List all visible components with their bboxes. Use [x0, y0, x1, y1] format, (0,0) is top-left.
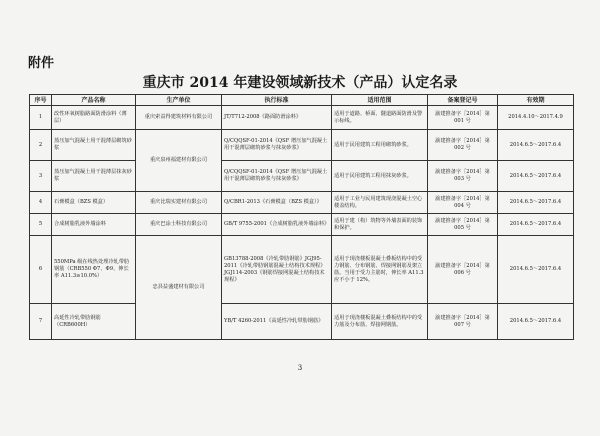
col-header-unit: 生产单位	[136, 95, 222, 106]
table-row	[30, 106, 574, 130]
row-no: 2	[30, 130, 52, 161]
annex-label: 附件	[28, 56, 55, 71]
row-validity: 2014.6.5～2017.6.4	[498, 304, 574, 340]
row-scope: 适用于民用建筑工程用砌筑砂浆。	[332, 130, 428, 161]
row-scope: 适用于民用建筑工程用抹灰砂浆。	[332, 161, 428, 192]
row-reg: 渝建推备字［2014］第 004 号	[428, 192, 498, 214]
table-row	[30, 130, 574, 161]
row-validity: 2014.6.5～2017.6.4	[498, 130, 574, 161]
row-name: 石膏模盒（BZS 模盒）	[52, 192, 136, 214]
row-reg: 渝建推备字［2014］第 003 号	[428, 161, 498, 192]
col-header-validity: 有效期	[498, 95, 574, 106]
row-standard: GB/T 9755-2001《合成树脂乳液外墙涂料》	[222, 214, 332, 236]
row-standard: YB/T 4260-2011《高延性冷轧带肋钢筋》	[222, 304, 332, 340]
row-name: 蒸压加气混凝土用干混薄层砌筑砂浆	[52, 130, 136, 161]
row-standard: Q/CBR1-2013《石膏模盒（BZS 模盒）》	[222, 192, 332, 214]
table-row	[30, 161, 574, 192]
row-scope: 适用于现浇楼板混凝土叠板结构中的受力钢筋、分布钢筋、焊接网钢筋及架立筋。当用于受力主筋时，伸长率 A11.3 应不小于 12%。	[332, 236, 428, 304]
row-scope: 适用于工业与民用建筑现浇混凝土空心楼盖结构。	[332, 192, 428, 214]
row-validity: 2014.6.5～2017.6.4	[498, 236, 574, 304]
col-header-reg: 备案登记号	[428, 95, 498, 106]
row-reg: 渝建推备字［2014］第 002 号	[428, 130, 498, 161]
table-row	[30, 236, 574, 304]
row-scope: 适用于建（构）筑物等外墙表面的装饰和保护。	[332, 214, 428, 236]
row-unit: 忠县益盛建材有限公司	[136, 236, 222, 340]
table-row	[30, 214, 574, 236]
row-reg: 渝建推备字［2014］第 006 号	[428, 236, 498, 304]
page-number: 3	[297, 364, 303, 372]
row-unit: 重庆比瑞实建材有限公司	[136, 192, 222, 214]
row-no: 1	[30, 106, 52, 130]
product-table	[29, 94, 574, 340]
table-row	[30, 192, 574, 214]
table-row	[30, 304, 574, 340]
row-no: 5	[30, 214, 52, 236]
row-name: 蒸压加气混凝土用干混薄层抹灰砂浆	[52, 161, 136, 192]
row-validity: 2014.6.5～2017.6.4	[498, 192, 574, 214]
row-standard: Q/CQQSF-01-2014《QSF 增压加气混凝土用干混薄层砌筑砂浆与抹灰砂浆》	[222, 161, 332, 192]
row-unit: 重庆巴涂士科技有限公司	[136, 214, 222, 236]
row-scope: 适用于现浇楼板混凝土叠板结构中的受力筋及分布筋、焊接网钢筋。	[332, 304, 428, 340]
row-validity: 2014.6.5～2017.6.4	[498, 161, 574, 192]
row-unit: 重庆索益得建筑材料有限公司	[136, 106, 222, 130]
row-no: 3	[30, 161, 52, 192]
row-validity: 2014.6.5～2017.6.4	[498, 214, 574, 236]
row-name: 550MPa 级在线热处理冷轧带肋钢筋（CRB550 Φ7、Φ9、伸长率 A11.3≥10.0%）	[52, 236, 136, 304]
document-title: 重庆市 2014 年建设领域新技术（产品）认定名录	[142, 75, 458, 91]
row-standard: Q/CQQSF-01-2014《QSF 增压加气混凝土用干混薄层砌筑砂浆与抹灰砂浆》	[222, 130, 332, 161]
col-header-no: 序号	[30, 95, 52, 106]
row-name: 合成树脂乳液外墙涂料	[52, 214, 136, 236]
row-name: 改性环氧树脂路面防滑涂料（薄层）	[52, 106, 136, 130]
row-no: 7	[30, 304, 52, 340]
table-header-row	[30, 95, 574, 106]
row-reg: 渝建推备字［2014］第 007 号	[428, 304, 498, 340]
row-scope: 适用于道路、桥面、隧道路面防滑及警示标线。	[332, 106, 428, 130]
row-reg: 渝建推备字［2014］第 001 号	[428, 106, 498, 130]
row-validity: 2014.4.10～2017.4.9	[498, 106, 574, 130]
col-header-scope: 适用范围	[332, 95, 428, 106]
col-header-name: 产品名称	[52, 95, 136, 106]
col-header-standard: 执行标准	[222, 95, 332, 106]
row-standard: JT/T712-2008《路面防滑涂料》	[222, 106, 332, 130]
row-name: 高延性冷轧带肋钢筋（CRB600H）	[52, 304, 136, 340]
row-standard: GB13788-2008《冷轧带肋钢筋》JGJ95-2011《冷轧带肋钢筋混凝土结构技术规程》JGJ114-2003《钢筋焊接网混凝土结构技术规程》	[222, 236, 332, 304]
row-no: 4	[30, 192, 52, 214]
row-no: 6	[30, 236, 52, 304]
row-unit: 重庆泉州福建材有限公司	[136, 130, 222, 192]
row-reg: 渝建推备字［2014］第 005 号	[428, 214, 498, 236]
